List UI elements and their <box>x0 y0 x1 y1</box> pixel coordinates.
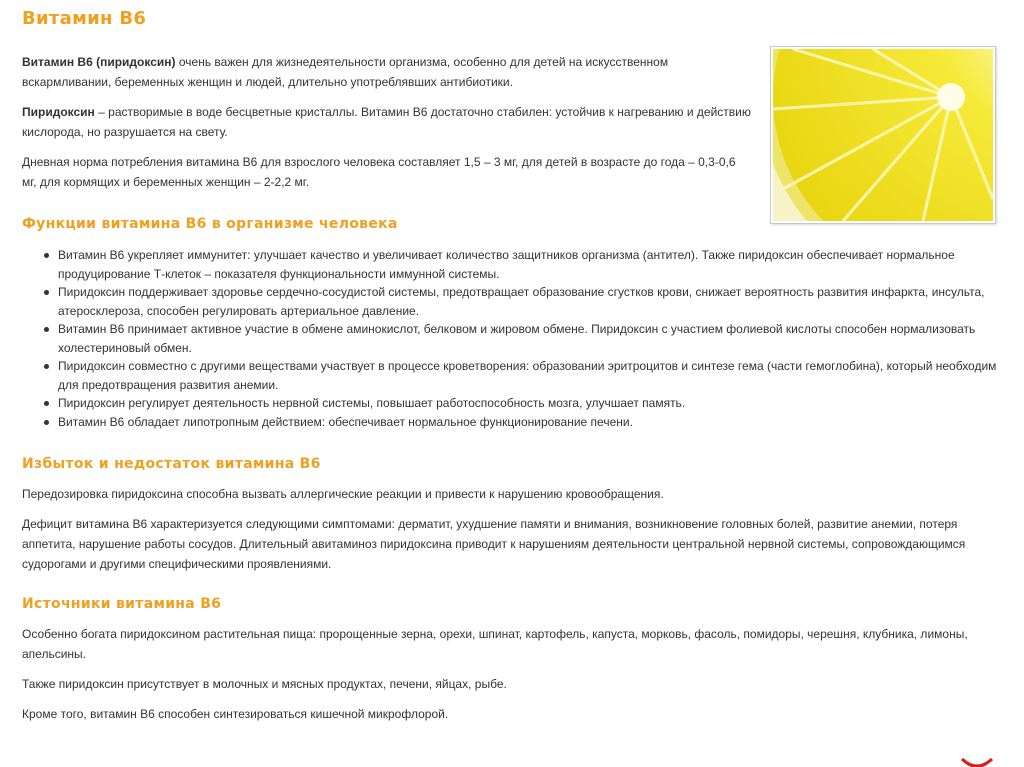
intro-bold-term: Витамин В6 (пиридоксин) <box>22 55 176 69</box>
corner-logo-icon <box>958 733 996 767</box>
excess-section <box>22 484 1012 584</box>
page-title: Витамин В6 <box>22 8 147 29</box>
sources-paragraph: Особенно богата пиридоксином растительная пища: пророщенные зерна, орехи, шпинат, картофель, капуста, морковь, фасоль, помидоры, черешня, клубника, лимоны, апельсины. <box>22 627 968 661</box>
intro-paragraph <box>22 52 752 92</box>
list-item: Витамин В6 укрепляет иммунитет: улучшает качество и увеличивает количество защитников организма (антител). Также пиридоксин обеспечивает нормальное продуцирование Т-клеток – показателя функциональности иммунной системы. <box>44 246 1014 283</box>
list-item: Витамин В6 обладает липотропным действием: обеспечивает нормальное функционирование печени. <box>44 413 1014 432</box>
functions-heading: Функции витамина В6 в организме человека <box>22 216 398 232</box>
sources-paragraph: Кроме того, витамин В6 способен синтезироваться кишечной микрофлорой. <box>22 707 449 721</box>
functions-list <box>44 246 1014 431</box>
lemon-slice-icon <box>773 49 993 221</box>
sources-heading: Источники витамина В6 <box>22 596 222 612</box>
intro-text: очень важен для жизнедеятельности организма, особенно для детей на искусственном вскармливании, беременных женщин и людей, длительно употреблявших антибиотики. <box>22 55 669 89</box>
intro-section <box>22 52 752 202</box>
lemon-image-frame <box>770 46 996 224</box>
excess-paragraph: Дефицит витамина В6 характеризуется следующими симптомами: дерматит, ухудшение памяти и внимания, возникновение головных болей, развитие анемии, потеря аппетита, нарушение работы сосудов. Длительный авитаминоз пиридоксина приводит к нарушениям деятельности центральной нервной системы, сопровождающимся судорогами и другими специфическими проявлениями. <box>22 517 966 571</box>
intro-paragraph <box>22 152 752 192</box>
intro-paragraph <box>22 102 752 142</box>
intro-text: – растворимые в воде бесцветные кристаллы. Витамин В6 достаточно стабилен: устойчив к нагреванию и действию кислорода, но разрушается на свету. <box>22 105 751 139</box>
list-item: Пиридоксин регулирует деятельность нервной системы, повышает работоспособность мозга, улучшает память. <box>44 394 1014 413</box>
intro-bold-term: Пиридоксин <box>22 105 95 119</box>
sources-section <box>22 624 1012 734</box>
list-item: Витамин В6 принимает активное участие в обмене аминокислот, белковом и жировом обмене. Пиридоксин с участием фолиевой кислоты способен нормализовать холестериновый обмен. <box>44 320 1014 357</box>
list-item: Пиридоксин совместно с другими веществами участвует в процессе кроветворения: образовании эритроцитов и синтезе гема (части гемоглобина), который необходим для предотвращения развития анемии. <box>44 357 1014 394</box>
intro-text: Дневная норма потребления витамина В6 для взрослого человека составляет 1,5 – 3 мг, для детей в возрасте до года – 0,3-0,6 мг, для кормящих и беременных женщин – 2-2,2 мг. <box>22 155 736 189</box>
sources-paragraph: Также пиридоксин присутствует в молочных и мясных продуктах, печени, яйцах, рыбе. <box>22 677 507 691</box>
excess-paragraph: Передозировка пиридоксина способна вызвать аллергические реакции и привести к нарушению кровообращения. <box>22 487 664 501</box>
list-item: Пиридоксин поддерживает здоровье сердечно-сосудистой системы, предотвращает образование сгустков крови, снижает вероятность развития инфаркта, инсульта, атеросклероза, способен регулировать артериальное давление. <box>44 283 1014 320</box>
excess-heading: Избыток и недостаток витамина В6 <box>22 456 321 472</box>
